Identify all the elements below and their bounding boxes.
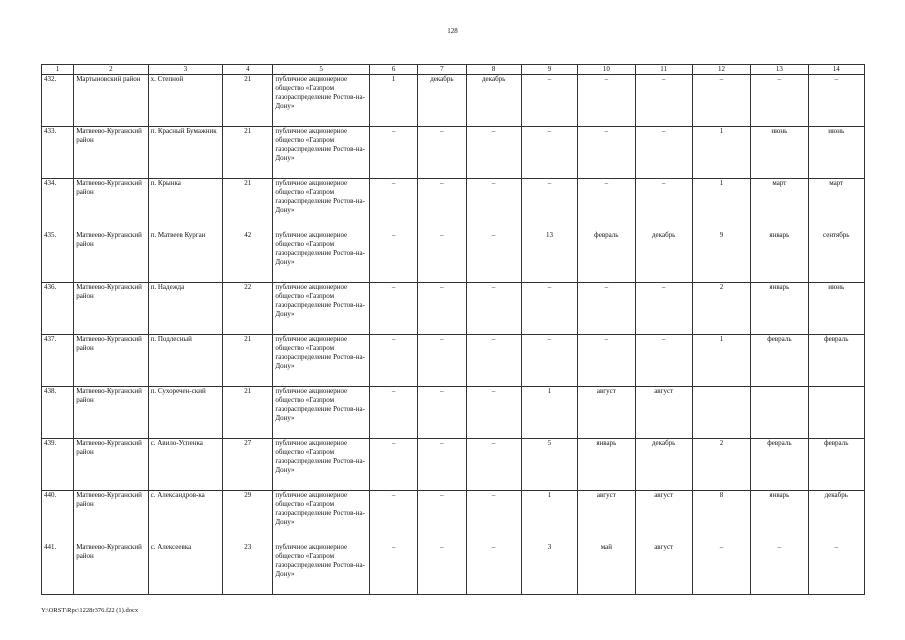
col14-cell: февраль bbox=[808, 335, 864, 387]
col13-cell: – bbox=[751, 75, 808, 127]
col10-cell: май bbox=[578, 543, 635, 595]
col9-cell: – bbox=[521, 283, 577, 335]
col10-cell: август bbox=[578, 491, 635, 543]
col4-cell: 21 bbox=[223, 179, 273, 231]
col6-cell: – bbox=[369, 491, 417, 543]
district-cell: Матвеево-Курганский район bbox=[74, 283, 148, 335]
col9-cell: 5 bbox=[521, 439, 577, 491]
col8-cell: – bbox=[466, 231, 521, 283]
table-row bbox=[42, 231, 865, 283]
col11-cell: декабрь bbox=[635, 439, 692, 491]
col8-cell: – bbox=[466, 283, 521, 335]
col14-cell bbox=[808, 387, 864, 439]
col10-cell: январь bbox=[578, 439, 635, 491]
row-number: 434. bbox=[42, 179, 74, 231]
col14-cell: – bbox=[808, 543, 864, 595]
col8-cell: декабрь bbox=[466, 75, 521, 127]
row-number: 436. bbox=[42, 283, 74, 335]
table-row bbox=[42, 387, 865, 439]
col7-cell: – bbox=[418, 491, 466, 543]
table-row bbox=[42, 283, 865, 335]
col9-cell: – bbox=[521, 75, 577, 127]
col12-cell: 2 bbox=[692, 283, 750, 335]
col11-cell: – bbox=[635, 127, 692, 179]
settlement-cell: х. Степной bbox=[148, 75, 222, 127]
col6-cell: – bbox=[369, 283, 417, 335]
col11-cell: декабрь bbox=[635, 231, 692, 283]
header-row bbox=[42, 65, 865, 75]
col7-cell: декабрь bbox=[418, 75, 466, 127]
col12-cell: 2 bbox=[692, 439, 750, 491]
col13-cell bbox=[751, 387, 808, 439]
table-row bbox=[42, 75, 865, 127]
organization-cell: публичное акционерное общество «Газпром газораспределение Ростов-на-Дону» bbox=[273, 127, 370, 179]
column-header: 13 bbox=[751, 65, 808, 75]
col10-cell: – bbox=[578, 335, 635, 387]
column-header: 7 bbox=[418, 65, 466, 75]
col13-cell: июнь bbox=[751, 127, 808, 179]
organization-cell: публичное акционерное общество «Газпром газораспределение Ростов-на-Дону» bbox=[273, 543, 370, 595]
col12-cell: 8 bbox=[692, 491, 750, 543]
col10-cell: февраль bbox=[578, 231, 635, 283]
col14-cell: июнь bbox=[808, 283, 864, 335]
settlement-cell: п. Крынка bbox=[148, 179, 222, 231]
settlement-cell: п. Надежда bbox=[148, 283, 222, 335]
col8-cell: – bbox=[466, 127, 521, 179]
organization-cell: публичное акционерное общество «Газпром газораспределение Ростов-на-Дону» bbox=[273, 283, 370, 335]
column-header: 9 bbox=[521, 65, 577, 75]
col14-cell: – bbox=[808, 75, 864, 127]
page-number: 128 bbox=[447, 27, 458, 35]
col4-cell: 21 bbox=[223, 387, 273, 439]
col11-cell: – bbox=[635, 75, 692, 127]
district-cell: Матвеево-Курганский район bbox=[74, 127, 148, 179]
col6-cell: – bbox=[369, 127, 417, 179]
col7-cell: – bbox=[418, 231, 466, 283]
col11-cell: август bbox=[635, 387, 692, 439]
col7-cell: – bbox=[418, 439, 466, 491]
row-number: 433. bbox=[42, 127, 74, 179]
col12-cell: 1 bbox=[692, 127, 750, 179]
settlement-cell: с. Александров-ка bbox=[148, 491, 222, 543]
organization-cell: публичное акционерное общество «Газпром газораспределение Ростов-на-Дону» bbox=[273, 75, 370, 127]
column-header: 6 bbox=[369, 65, 417, 75]
col14-cell: февраль bbox=[808, 439, 864, 491]
col11-cell: август bbox=[635, 543, 692, 595]
col12-cell: 1 bbox=[692, 179, 750, 231]
col9-cell: – bbox=[521, 179, 577, 231]
col4-cell: 21 bbox=[223, 75, 273, 127]
col10-cell: август bbox=[578, 387, 635, 439]
col6-cell: – bbox=[369, 231, 417, 283]
column-header: 12 bbox=[692, 65, 750, 75]
row-number: 440. bbox=[42, 491, 74, 543]
district-cell: Матвеево-Курганский район bbox=[74, 543, 148, 595]
column-header: 10 bbox=[578, 65, 635, 75]
col4-cell: 27 bbox=[223, 439, 273, 491]
district-cell: Матвеево-Курганский район bbox=[74, 491, 148, 543]
col10-cell: – bbox=[578, 75, 635, 127]
col12-cell: 1 bbox=[692, 335, 750, 387]
col13-cell: январь bbox=[751, 283, 808, 335]
settlement-cell: п. Сухоречен-ский bbox=[148, 387, 222, 439]
col4-cell: 29 bbox=[223, 491, 273, 543]
column-header: 3 bbox=[148, 65, 222, 75]
column-header: 8 bbox=[466, 65, 521, 75]
col4-cell: 42 bbox=[223, 231, 273, 283]
settlement-cell: с. Алексеевка bbox=[148, 543, 222, 595]
col9-cell: – bbox=[521, 127, 577, 179]
col9-cell: – bbox=[521, 335, 577, 387]
col7-cell: – bbox=[418, 335, 466, 387]
organization-cell: публичное акционерное общество «Газпром газораспределение Ростов-на-Дону» bbox=[273, 179, 370, 231]
organization-cell: публичное акционерное общество «Газпром газораспределение Ростов-на-Дону» bbox=[273, 231, 370, 283]
row-number: 441. bbox=[42, 543, 74, 595]
col14-cell: июнь bbox=[808, 127, 864, 179]
row-number: 438. bbox=[42, 387, 74, 439]
col13-cell: январь bbox=[751, 231, 808, 283]
column-header: 4 bbox=[223, 65, 273, 75]
district-cell: Матвеево-Курганский район bbox=[74, 179, 148, 231]
col7-cell: – bbox=[418, 543, 466, 595]
column-header: 14 bbox=[808, 65, 864, 75]
col4-cell: 22 bbox=[223, 283, 273, 335]
col11-cell: – bbox=[635, 179, 692, 231]
col7-cell: – bbox=[418, 283, 466, 335]
settlement-cell: п. Подлесный bbox=[148, 335, 222, 387]
organization-cell: публичное акционерное общество «Газпром газораспределение Ростов-на-Дону» bbox=[273, 439, 370, 491]
column-header: 11 bbox=[635, 65, 692, 75]
organization-cell: публичное акционерное общество «Газпром газораспределение Ростов-на-Дону» bbox=[273, 387, 370, 439]
settlement-cell: п. Красный Бумажник bbox=[148, 127, 222, 179]
row-number: 432. bbox=[42, 75, 74, 127]
col8-cell: – bbox=[466, 387, 521, 439]
col4-cell: 21 bbox=[223, 335, 273, 387]
col13-cell: январь bbox=[751, 491, 808, 543]
col8-cell: – bbox=[466, 491, 521, 543]
col9-cell: 1 bbox=[521, 491, 577, 543]
district-cell: Матвеево-Курганский район bbox=[74, 231, 148, 283]
file-path-footer: Y:\ORST\Rpc\1228r376.f22 (1).docx bbox=[41, 607, 139, 614]
col4-cell: 21 bbox=[223, 127, 273, 179]
district-cell: Матвеево-Курганский район bbox=[74, 387, 148, 439]
col7-cell: – bbox=[418, 127, 466, 179]
row-number: 437. bbox=[42, 335, 74, 387]
col10-cell: – bbox=[578, 179, 635, 231]
table-row bbox=[42, 179, 865, 231]
col9-cell: 3 bbox=[521, 543, 577, 595]
col6-cell: – bbox=[369, 439, 417, 491]
settlement-cell: с. Авило-Успенка bbox=[148, 439, 222, 491]
schedule-table bbox=[41, 64, 865, 595]
table-row bbox=[42, 439, 865, 491]
col8-cell: – bbox=[466, 439, 521, 491]
col6-cell: – bbox=[369, 387, 417, 439]
table-row bbox=[42, 491, 865, 543]
col12-cell: 9 bbox=[692, 231, 750, 283]
settlement-cell: п. Матвеев Курган bbox=[148, 231, 222, 283]
col11-cell: – bbox=[635, 283, 692, 335]
col6-cell: – bbox=[369, 335, 417, 387]
organization-cell: публичное акционерное общество «Газпром газораспределение Ростов-на-Дону» bbox=[273, 335, 370, 387]
col7-cell: – bbox=[418, 387, 466, 439]
table-row bbox=[42, 127, 865, 179]
col11-cell: – bbox=[635, 335, 692, 387]
col14-cell: декабрь bbox=[808, 491, 864, 543]
organization-cell: публичное акционерное общество «Газпром газораспределение Ростов-на-Дону» bbox=[273, 491, 370, 543]
col11-cell: август bbox=[635, 491, 692, 543]
col13-cell: март bbox=[751, 179, 808, 231]
col9-cell: 1 bbox=[521, 387, 577, 439]
col8-cell: – bbox=[466, 335, 521, 387]
col8-cell: – bbox=[466, 543, 521, 595]
col14-cell: сентябрь bbox=[808, 231, 864, 283]
table-row bbox=[42, 543, 865, 595]
district-cell: Мартыновский район bbox=[74, 75, 148, 127]
col12-cell bbox=[692, 387, 750, 439]
column-header: 5 bbox=[273, 65, 370, 75]
col6-cell: – bbox=[369, 179, 417, 231]
district-cell: Матвеево-Курганский район bbox=[74, 335, 148, 387]
table-row bbox=[42, 335, 865, 387]
col4-cell: 23 bbox=[223, 543, 273, 595]
col9-cell: 13 bbox=[521, 231, 577, 283]
col6-cell: – bbox=[369, 543, 417, 595]
column-header: 2 bbox=[74, 65, 148, 75]
row-number: 439. bbox=[42, 439, 74, 491]
district-cell: Матвеево-Курганский район bbox=[74, 439, 148, 491]
col13-cell: февраль bbox=[751, 335, 808, 387]
col12-cell: – bbox=[692, 75, 750, 127]
col10-cell: – bbox=[578, 127, 635, 179]
col8-cell: – bbox=[466, 179, 521, 231]
col7-cell: – bbox=[418, 179, 466, 231]
col12-cell: – bbox=[692, 543, 750, 595]
col13-cell: – bbox=[751, 543, 808, 595]
table-header bbox=[42, 65, 865, 75]
col14-cell: март bbox=[808, 179, 864, 231]
col6-cell: 1 bbox=[369, 75, 417, 127]
table-body bbox=[42, 75, 865, 595]
column-header: 1 bbox=[42, 65, 74, 75]
col10-cell: – bbox=[578, 283, 635, 335]
row-number: 435. bbox=[42, 231, 74, 283]
col13-cell: февраль bbox=[751, 439, 808, 491]
